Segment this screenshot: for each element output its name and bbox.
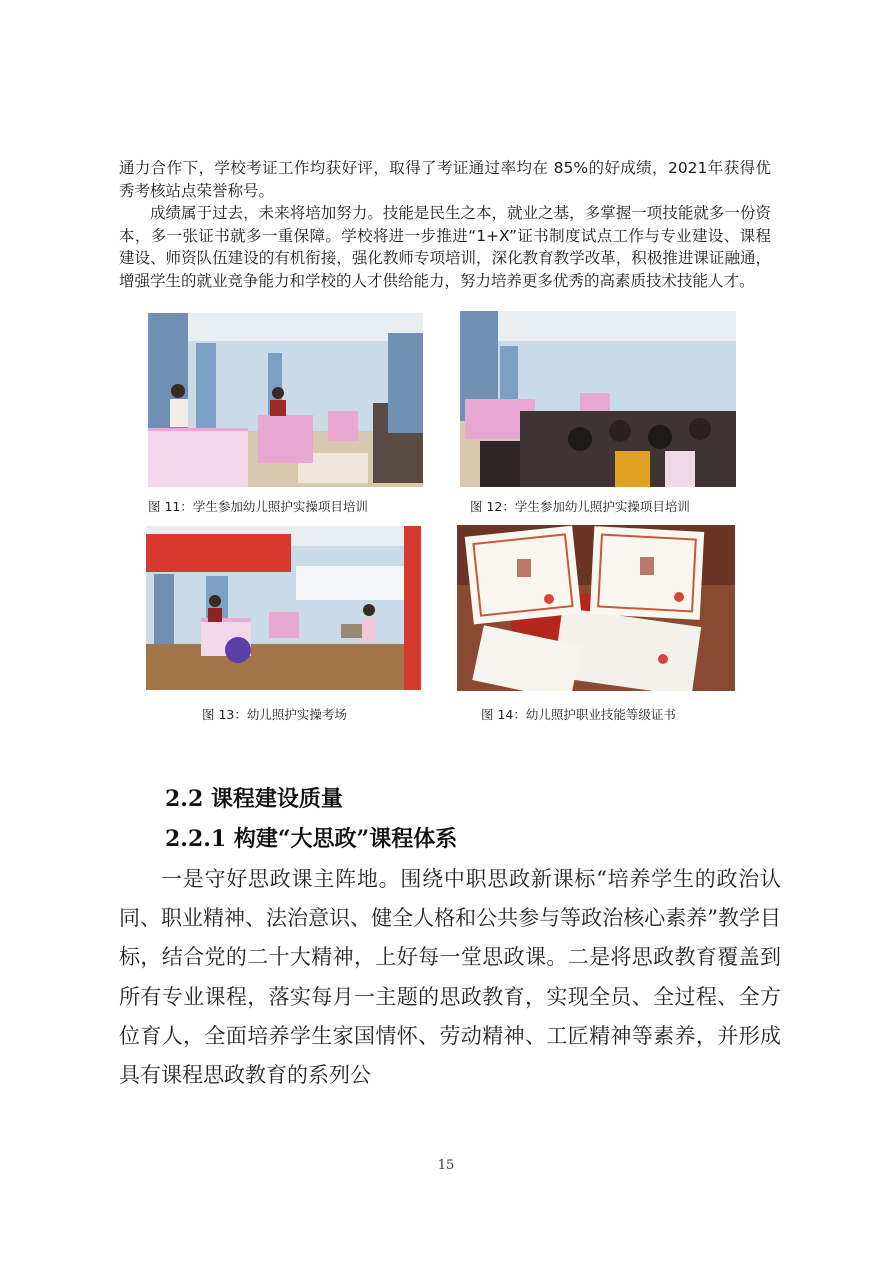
- figure-11-photo: [148, 313, 423, 487]
- figure-12-caption: 图 12：学生参加幼儿照护实操项目培训: [470, 499, 690, 514]
- intro-paragraph-2: 成绩属于过去，未来将培加努力。技能是民生之本，就业之基，多掌握一项技能就多一份资本，多一张证书就多一重保障。学校将进一步推进“1+X”证书制度试点工作与专业建设、课程建设、师资队伍建设的有机衔接，强化教师专项培训，深化教育教学改革，积极推进课证融通，增强学生的就业竞争能力和学校的人才供给能力，努力培养更多优秀的高素质技术技能人才。: [119, 204, 771, 290]
- intro-paragraph-1: 通力合作下，学校考证工作均获好评，取得了考证通过率均在 85%的好成绩，2021年获得优秀考核站点荣誉称号。: [119, 159, 771, 200]
- body-text: [119, 860, 781, 1095]
- intro-text: [119, 157, 771, 293]
- body-paragraph-1: 一是守好思政课主阵地。围绕中职思政新课标“培养学生的政治认同、职业精神、法治意识、健全人格和公共参与等政治核心素养”教学目标，结合党的二十大精神，上好每一堂思政课。二是将思政教育覆盖到所有专业课程，落实每月一主题的思政教育，实现全员、全过程、全方位育人，全面培养学生家国情怀、劳动精神、工匠精神等素养，并形成具有课程思政教育的系列公: [119, 867, 781, 1088]
- figure-14-caption: 图 14：幼儿照护职业技能等级证书: [481, 707, 676, 722]
- section-heading-2-2: 2.2 课程建设质量: [165, 786, 343, 812]
- figure-12-photo: [460, 311, 736, 487]
- figure-11-caption: 图 11：学生参加幼儿照护实操项目培训: [148, 499, 368, 514]
- section-heading-2-2-1: 2.2.1 构建“大思政”课程体系: [165, 826, 458, 852]
- figure-14-photo: [457, 525, 735, 691]
- figure-13-caption: 图 13：幼儿照护实操考场: [202, 707, 347, 722]
- page-number: 15: [437, 1158, 455, 1173]
- figure-13-photo: [146, 526, 421, 690]
